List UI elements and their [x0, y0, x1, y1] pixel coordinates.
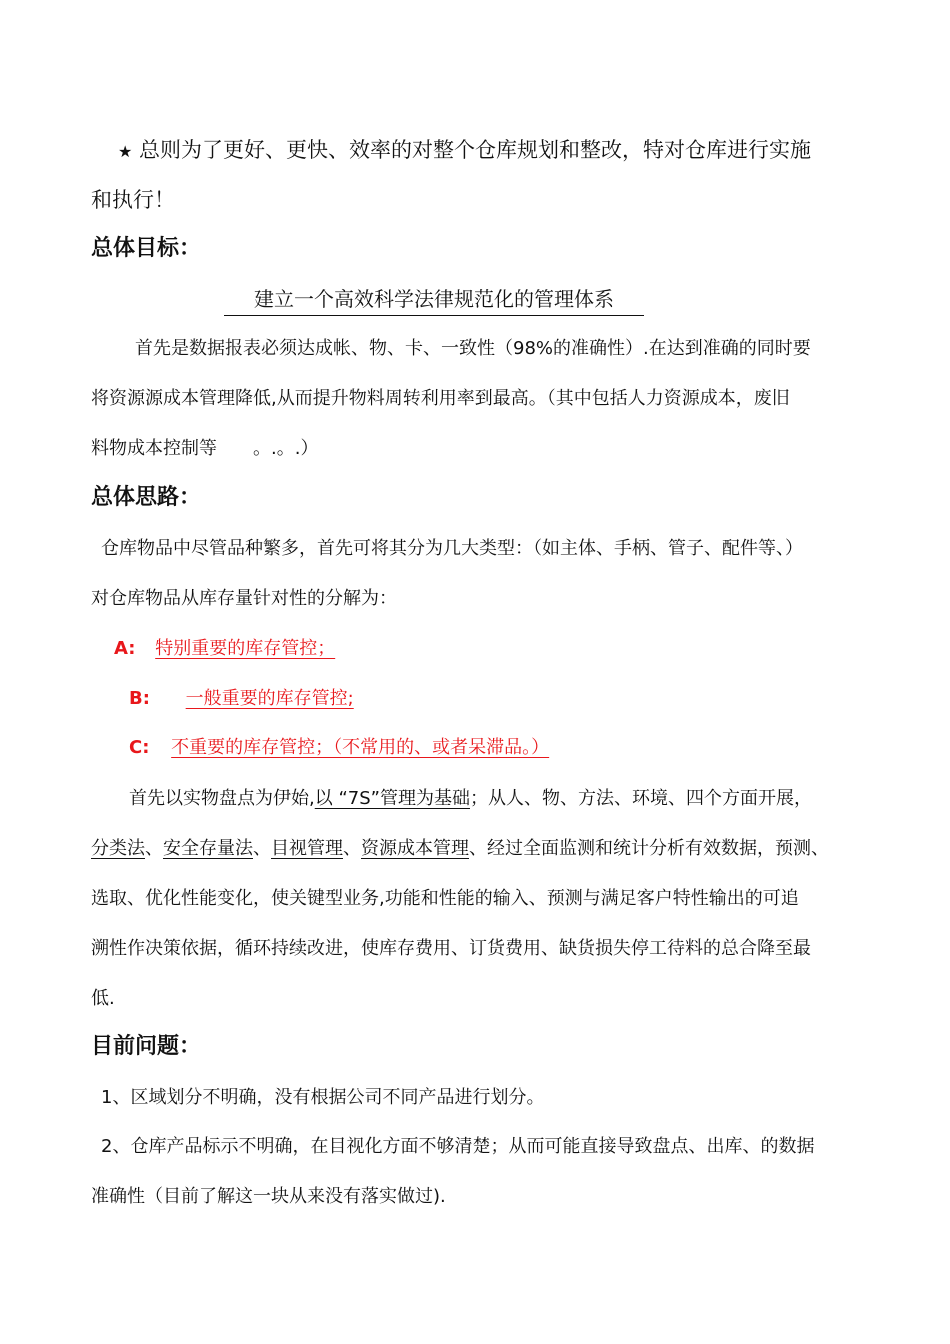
approach-line-4-rest: 、经过全面监测和统计分析有效数据，预测、 [469, 838, 829, 859]
goal-paragraph-line-2: 将资源源成本管理降低,从而提升物料周转利用率到最高。（其中包括人力资源成本，废旧 [91, 388, 790, 409]
goal-paragraph-line-1: 首先是数据报表必须达成帐、物、卡、一致性（98%的准确性）.在达到准确的同时要 [135, 338, 811, 359]
category-a-text: 特别重要的库存管控； [155, 638, 336, 659]
problems-heading: 目前问题： [91, 1034, 202, 1059]
intro-line-1 [118, 137, 898, 165]
category-a-label: A: [114, 638, 136, 659]
approach-line-5: 选取、优化性能变化，使关键型业务,功能和性能的输入、预测与满足客户特性输出的可追 [91, 888, 799, 909]
approach-line-1: 仓库物品中尽管品种繁多，首先可将其分为几大类型：（如主体、手柄、管子、配件等、） [101, 538, 803, 559]
star-icon: ★ [118, 142, 133, 161]
category-b [129, 686, 909, 712]
category-c-text: 不重要的库存管控；（不常用的、或者呆滞品。） [171, 737, 550, 758]
category-b-text: 一般重要的库存管控; [185, 688, 354, 709]
separator: 、 [145, 838, 163, 859]
approach-line-2: 对仓库物品从库存量针对性的分解为： [91, 588, 397, 609]
category-a [114, 636, 894, 662]
goal-paragraph-line-3: 料物成本控制等 。.。.） [91, 438, 319, 459]
method-resource-cost: 资源成本管理 [361, 838, 469, 859]
separator: 、 [343, 838, 361, 859]
method-classification: 分类法 [91, 838, 145, 859]
intro-line-2: 和执行！ [91, 188, 175, 212]
category-c [129, 735, 909, 761]
problem-2-continued: 准确性（目前了解这一块从来没有落实做过). [91, 1186, 446, 1207]
method-visual-management: 目视管理 [271, 838, 343, 859]
intro-text: 总则为了更好、更快、效率的对整个仓库规划和整改，特对仓库进行实施 [139, 138, 812, 162]
separator: 、 [253, 838, 271, 859]
approach-heading: 总体思路： [91, 485, 202, 510]
problem-2: 2、仓库产品标示不明确，在目视化方面不够清楚；从而可能直接导致盘点、出库、的数据 [101, 1136, 815, 1157]
goal-heading: 总体目标： [91, 236, 202, 261]
approach-line-3-start: 首先以实物盘点为伊始, [129, 788, 315, 809]
approach-line-7: 低. [91, 988, 115, 1009]
goal-subtitle: 建立一个高效科学法律规范化的管理体系 [224, 285, 644, 316]
approach-line-4 [91, 836, 871, 862]
method-safety-stock: 安全存量法 [163, 838, 253, 859]
category-b-label: B: [129, 688, 150, 709]
seven-s-basis: 以 “7S”管理为基础 [314, 788, 470, 809]
approach-line-6: 溯性作决策依据，循环持续改进，使库存费用、订货费用、缺货损失停工待料的总合降至最 [91, 938, 811, 959]
approach-line-3 [129, 786, 909, 812]
problem-1: 1、区域划分不明确，没有根据公司不同产品进行划分。 [101, 1087, 545, 1108]
category-c-label: C: [129, 737, 150, 758]
approach-line-3-end: ；从人、物、方法、环境、四个方面开展， [469, 788, 812, 809]
